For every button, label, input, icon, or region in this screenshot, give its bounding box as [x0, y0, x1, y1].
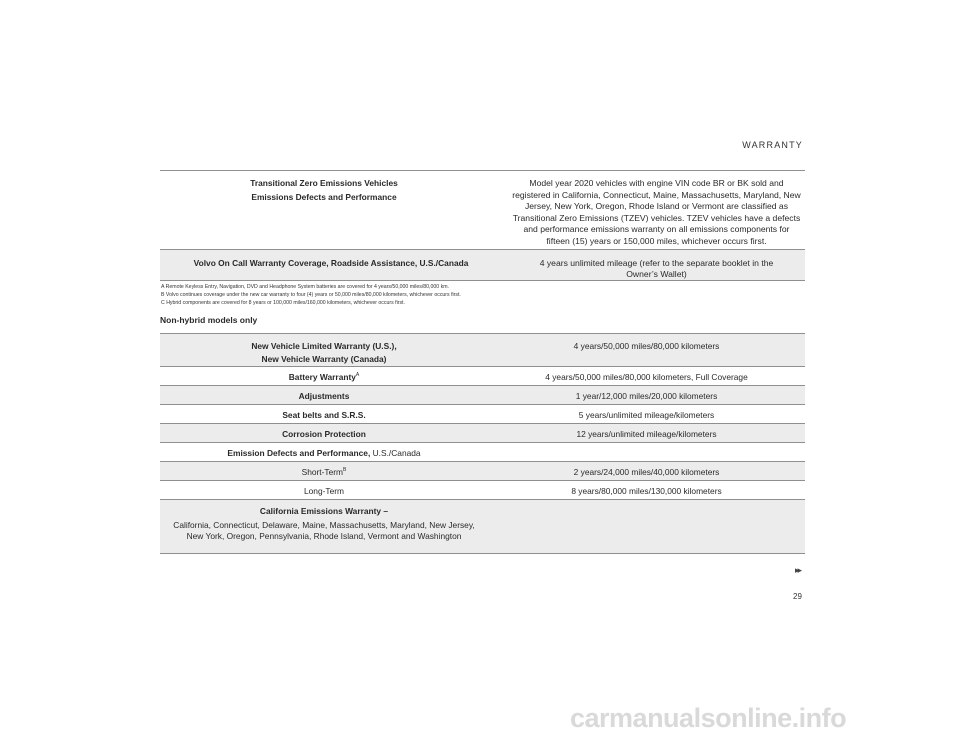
corrosion-value: 12 years/unlimited mileage/kilometers [488, 424, 805, 443]
table-row [160, 405, 805, 424]
tzev-label-cell [160, 171, 508, 250]
footnote-a: A Remote Keyless Entry, Navigation, DVD and Headphone System batteries are covered for 4 years/50,000 miles/80,000 km. [161, 284, 449, 290]
california-label-cell [160, 500, 488, 554]
corrosion-label: Corrosion Protection [282, 429, 366, 439]
next-page-arrows-icon: ▸▸ [795, 565, 801, 575]
table-row [160, 443, 805, 462]
short-term-label: Short-Term [301, 467, 344, 477]
table-row [160, 367, 805, 386]
short-term-label-cell [160, 462, 488, 481]
adjustments-value: 1 year/12,000 miles/20,000 kilometers [488, 386, 805, 405]
table-row [160, 171, 805, 250]
new-vehicle-label-canada: New Vehicle Warranty (Canada) [261, 354, 387, 364]
emission-label-cell [160, 443, 488, 462]
watermark: carmanualsonline.info [570, 703, 847, 733]
footnote-ref: A [355, 372, 360, 379]
adjustments-label: Adjustments [298, 391, 350, 401]
table-row [160, 334, 805, 367]
new-vehicle-label: New Vehicle Limited Warranty (U.S.), [251, 341, 397, 351]
seatbelts-label-cell [160, 405, 488, 424]
table-row [160, 481, 805, 500]
battery-label-cell [160, 367, 488, 386]
footnote-c: C Hybrid components are covered for 8 years or 100,000 miles/160,000 kilometers, whichever occurs first. [161, 300, 405, 306]
new-vehicle-label-cell [160, 334, 488, 367]
battery-label: Battery Warranty [288, 372, 356, 382]
table-row [160, 250, 805, 281]
tzev-table [160, 170, 805, 281]
voc-label: Volvo On Call Warranty Coverage, Roadside Assistance, U.S./Canada [193, 258, 469, 268]
emission-value-empty [488, 443, 805, 462]
table-row [160, 462, 805, 481]
seatbelts-value: 5 years/unlimited mileage/kilometers [488, 405, 805, 424]
tzev-label: Transitional Zero Emissions Vehicles [250, 178, 398, 188]
table-row [160, 386, 805, 405]
short-term-value: 2 years/24,000 miles/40,000 kilometers [488, 462, 805, 481]
page-number: 29 [793, 592, 802, 601]
emission-label: Emission Defects and Performance, [227, 448, 371, 458]
non-hybrid-warranty-table [160, 333, 805, 554]
voc-value: 4 years unlimited mileage (refer to the separate booklet in the Owner’s Wallet) [508, 250, 805, 281]
long-term-label: Long-Term [160, 481, 488, 500]
table-row [160, 424, 805, 443]
voc-label-cell [160, 250, 508, 281]
adjustments-label-cell [160, 386, 488, 405]
california-label: California Emissions Warranty – [259, 506, 389, 516]
table-row [160, 500, 805, 554]
emission-region: U.S./Canada [370, 448, 421, 458]
seatbelts-label: Seat belts and S.R.S. [282, 410, 366, 420]
footnote-b: B Volvo continues coverage under the new car warranty to four (4) years or 50,000 miles/80,000 kilometers, whichever occurs first. [161, 292, 461, 298]
footnotes [160, 283, 805, 307]
battery-value: 4 years/50,000 miles/80,000 kilometers, Full Coverage [488, 367, 805, 386]
corrosion-label-cell [160, 424, 488, 443]
tzev-sublabel: Emissions Defects and Performance [251, 192, 397, 202]
section-title: WARRANTY [742, 140, 803, 150]
new-vehicle-value: 4 years/50,000 miles/80,000 kilometers [488, 334, 805, 367]
long-term-value: 8 years/80,000 miles/130,000 kilometers [488, 481, 805, 500]
warranty-page [160, 170, 805, 554]
section-subheading: Non-hybrid models only [160, 315, 258, 325]
california-value-empty [488, 500, 805, 554]
california-states: California, Connecticut, Delaware, Maine, Massachusetts, Maryland, New Jersey, New York, Oregon, Pennsylvania, Rhode Island, Vermont and Washington [173, 520, 475, 541]
footnote-ref: B [343, 467, 347, 474]
tzev-value: Model year 2020 vehicles with engine VIN code BR or BK sold and registered in California, Connecticut, Maine, Massachusetts, Maryland, New Jersey, New York, Oregon, Rhode Island or Vermont are classified as Transitional Zero Emissions (TZEV) vehicles. TZEV vehicles have a defects and performance emissions warranty on all emissions components for fifteen (15) years or 150,000 miles, whichever occurs first. [508, 171, 805, 250]
